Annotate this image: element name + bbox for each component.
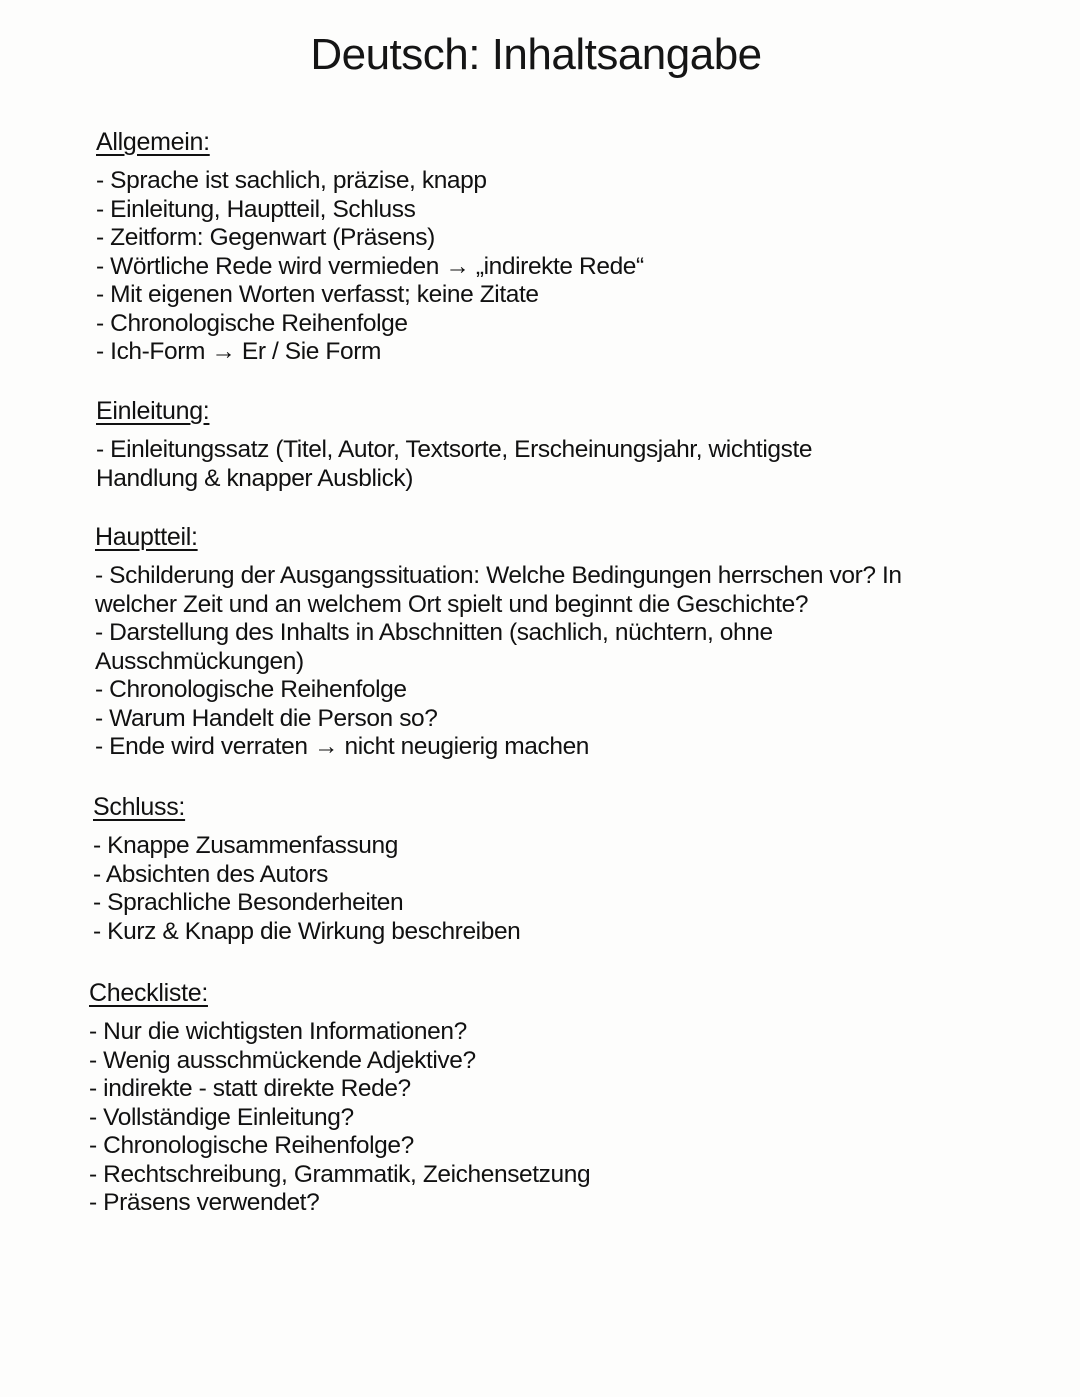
list-item: - Sprache ist sachlich, präzise, knapp	[96, 167, 487, 194]
page-title: Deutsch: Inhaltsangabe	[310, 30, 762, 79]
list-item: - Wenig ausschmückende Adjektive?	[89, 1046, 476, 1074]
list-item: - indirekte - statt direkte Rede?	[89, 1075, 411, 1102]
bullet-list	[93, 832, 973, 946]
list-item: - Mit eigenen Worten verfasst; keine Zitate	[96, 281, 539, 308]
list-item: - Nur die wichtigsten Informationen?	[89, 1018, 467, 1045]
bullet-list	[95, 562, 975, 762]
list-item: - Warum Handelt die Person so?	[95, 704, 438, 732]
list-item: - Kurz & Knapp die Wirkung beschreiben	[93, 917, 521, 945]
bullet-list	[89, 1018, 969, 1218]
list-item: - Einleitung, Hauptteil, Schluss	[96, 195, 416, 223]
list-item: - Schilderung der Ausgangssituation: Welche Bedingungen herrschen vor? In welcher Zeit und an welchem Ort spielt und beginnt die Geschichte?	[95, 562, 909, 618]
section-heading: Checkliste:	[89, 979, 208, 1007]
section-heading: Allgemein:	[96, 128, 210, 156]
bullet-list	[96, 167, 976, 367]
list-item: - Zeitform: Gegenwart (Präsens)	[96, 224, 435, 251]
section-checkliste	[89, 979, 969, 1218]
section-einleitung	[96, 397, 976, 493]
list-item: - Chronologische Reihenfolge?	[89, 1132, 414, 1159]
section-hauptteil	[95, 523, 975, 762]
list-item: - Chronologische Reihenfolge	[96, 309, 408, 337]
list-item: - Präsens verwendet?	[89, 1189, 320, 1216]
list-item: - Darstellung des Inhalts in Abschnitten (sachlich, nüchtern, ohne Ausschmückungen)	[95, 619, 778, 675]
section-heading: Einleitung:	[96, 397, 210, 425]
list-item: - Rechtschreibung, Grammatik, Zeichensetzung	[89, 1160, 591, 1188]
bullet-list	[96, 436, 976, 493]
list-item: - Vollständige Einleitung?	[89, 1103, 354, 1131]
list-item: - Ich-Form → Er / Sie Form	[96, 338, 381, 365]
section-schluss	[93, 793, 973, 946]
section-allgemein	[96, 128, 976, 367]
list-item: - Wörtliche Rede wird vermieden → „indirekte Rede“	[96, 252, 644, 280]
list-item: - Chronologische Reihenfolge	[95, 676, 407, 703]
list-item: - Knappe Zusammenfassung	[93, 832, 398, 859]
section-heading: Hauptteil:	[95, 523, 198, 551]
list-item: - Einleitungssatz (Titel, Autor, Textsorte, Erscheinungsjahr, wichtigste Handlung & knapper Ausblick)	[96, 436, 819, 492]
list-item: - Ende wird verraten → nicht neugierig machen	[95, 733, 590, 760]
section-heading: Schluss:	[93, 793, 186, 821]
list-item: - Absichten des Autors	[93, 860, 328, 888]
list-item: - Sprachliche Besonderheiten	[93, 889, 404, 916]
